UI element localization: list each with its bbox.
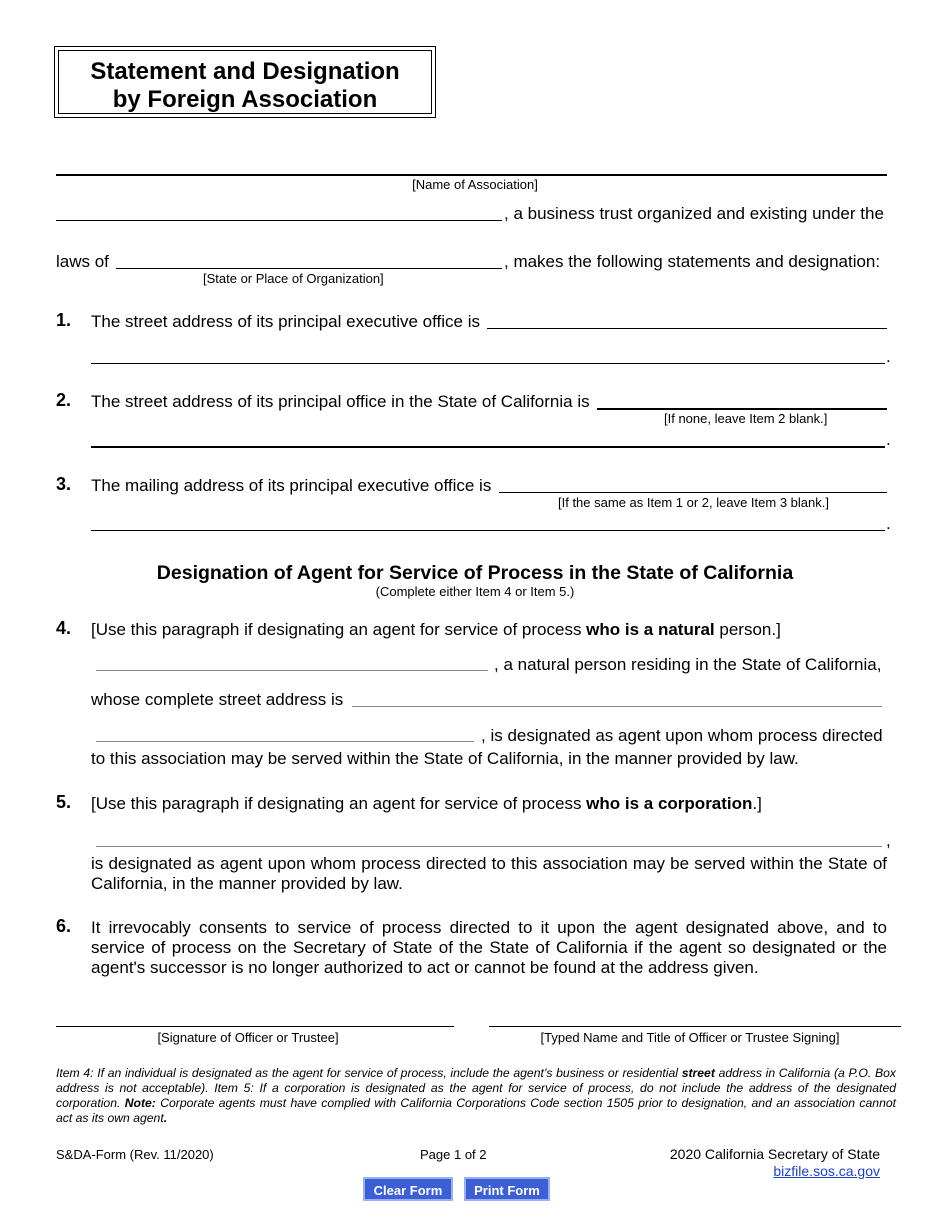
agent-natural-person-name-field[interactable] bbox=[96, 670, 488, 671]
form-id: S&DA-Form (Rev. 11/2020) bbox=[56, 1147, 214, 1162]
page-number: Page 1 of 2 bbox=[420, 1147, 487, 1162]
item-3-number: 3. bbox=[56, 474, 72, 494]
california-office-field[interactable] bbox=[597, 408, 887, 410]
item-4-number: 4. bbox=[56, 618, 72, 638]
california-office-field-line2[interactable] bbox=[91, 446, 885, 448]
form-title-box bbox=[54, 46, 436, 118]
note-part-a: Item 4: If an individual is designated as the agent for service of process, include the agent’s business or residential bbox=[56, 1066, 682, 1080]
item-4-served-text: to this association may be served within the State of California, in the manner provided by law. bbox=[91, 749, 799, 768]
principal-executive-office-field[interactable] bbox=[487, 328, 887, 329]
state-of-organization-field[interactable] bbox=[116, 268, 502, 269]
item-5-number: 5. bbox=[56, 792, 72, 812]
agent-corporation-name-field[interactable] bbox=[96, 846, 882, 847]
print-form-button[interactable]: Print Form bbox=[464, 1177, 550, 1201]
item-6-text: It irrevocably consents to service of process directed to it upon the agent designated above, and to service of process on the Secretary of State of the State of California if the agent so designated or the agent's successor is no longer authorized to act or cannot be found at the address given. bbox=[91, 918, 887, 977]
item-3-text: The mailing address of its principal executive office is bbox=[91, 476, 492, 495]
association-name-field[interactable] bbox=[56, 174, 887, 176]
item-6-number: 6. bbox=[56, 916, 72, 936]
agent-street-address-field[interactable] bbox=[352, 706, 882, 707]
item-5-instruction-bold: who is a corporation bbox=[586, 794, 753, 813]
form-title-line1: Statement and Designation bbox=[90, 58, 400, 85]
item-1-period: . bbox=[886, 347, 891, 366]
signature-label: [Signature of Officer or Trustee] bbox=[157, 1030, 339, 1045]
principal-executive-office-field-line2[interactable] bbox=[91, 363, 885, 364]
clear-form-button[interactable]: Clear Form bbox=[363, 1177, 453, 1201]
note-part-d: Note: bbox=[124, 1096, 156, 1110]
instructions-note bbox=[56, 1066, 896, 1126]
note-part-c: address in California (a P.O. Box address is not acceptable). Item 5: If a corporation is designated as the agent for service of process, do not include the address of the designated corporation. bbox=[56, 1066, 896, 1110]
note-part-e: Corporate agents must have complied with California Corporations Code section 1505 prior to designation, and an association cannot act as its own agent bbox=[56, 1096, 897, 1125]
item-5-comma: , bbox=[886, 831, 891, 850]
mailing-address-field-line2[interactable] bbox=[91, 530, 885, 531]
agent-city-field[interactable] bbox=[96, 741, 474, 742]
copyright: 2020 California Secretary of State bbox=[669, 1146, 880, 1162]
state-of-organization-label: [State or Place of Organization] bbox=[203, 271, 384, 286]
bizfile-link[interactable]: bizfile.sos.ca.gov bbox=[773, 1163, 880, 1179]
designation-heading: Designation of Agent for Service of Process in the State of California bbox=[156, 562, 794, 584]
laws-of-text: laws of bbox=[56, 252, 109, 271]
item-4-designated-text: , is designated as agent upon whom process directed bbox=[481, 726, 883, 745]
signature-field[interactable] bbox=[56, 1026, 454, 1027]
item-5-instruction-post: .] bbox=[752, 794, 762, 813]
whose-address-text: whose complete street address is bbox=[91, 690, 344, 709]
item-2-text: The street address of its principal office in the State of California is bbox=[91, 392, 590, 411]
item-5-instruction-pre: [Use this paragraph if designating an agent for service of process bbox=[91, 794, 587, 813]
form-title-line2: by Foreign Association bbox=[112, 86, 378, 113]
typed-name-label: [Typed Name and Title of Officer or Trustee Signing] bbox=[540, 1030, 840, 1045]
natural-person-text: , a natural person residing in the State of California, bbox=[494, 655, 882, 674]
item-3-hint: [If the same as Item 1 or 2, leave Item 3 blank.] bbox=[558, 495, 829, 510]
item-2-number: 2. bbox=[56, 390, 72, 410]
item-2-period: . bbox=[886, 430, 891, 449]
item-4-instruction-post: person.] bbox=[714, 620, 781, 639]
makes-statements-text: , makes the following statements and designation: bbox=[504, 252, 881, 271]
item-4-instruction-bold: who is a natural bbox=[586, 620, 715, 639]
note-part-b: street bbox=[681, 1066, 715, 1080]
item-4-instruction bbox=[91, 620, 781, 640]
association-name-label: [Name of Association] bbox=[412, 177, 538, 192]
item-3-period: . bbox=[886, 514, 891, 533]
association-name-continuation-field[interactable] bbox=[56, 220, 502, 221]
item-1-number: 1. bbox=[56, 310, 72, 330]
typed-name-field[interactable] bbox=[489, 1026, 901, 1027]
item-2-hint: [If none, leave Item 2 blank.] bbox=[664, 411, 828, 426]
note-part-f: . bbox=[163, 1111, 168, 1125]
designation-subheading: (Complete either Item 4 or Item 5.) bbox=[375, 584, 575, 599]
mailing-address-field[interactable] bbox=[499, 492, 887, 493]
item-5-instruction bbox=[91, 794, 762, 814]
item-5-designated-text: is designated as agent upon whom process directed to this association may be served within the State of California, in the manner provided by law. bbox=[91, 854, 887, 893]
item-4-instruction-pre: [Use this paragraph if designating an agent for service of process bbox=[91, 620, 587, 639]
item-1-text: The street address of its principal executive office is bbox=[91, 312, 480, 331]
business-trust-text: , a business trust organized and existing under the bbox=[504, 204, 884, 223]
form-title bbox=[58, 50, 432, 114]
